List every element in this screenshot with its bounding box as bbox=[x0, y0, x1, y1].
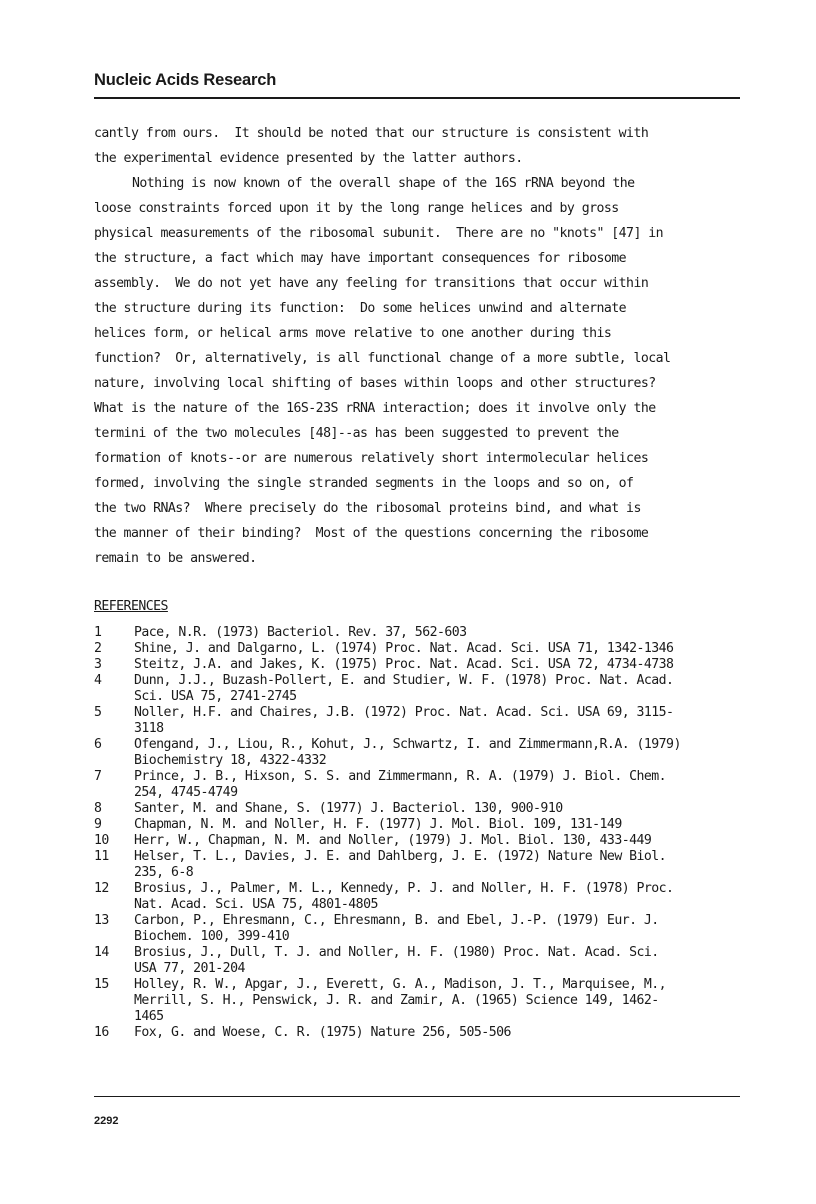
reference-text-line: USA 77, 201-204 bbox=[134, 961, 245, 976]
reference-text-line: 3118 bbox=[134, 721, 164, 736]
reference-text-line: Santer, M. and Shane, S. (1977) J. Bacteriol. 130, 900-910 bbox=[134, 801, 563, 816]
reference-number: 2 bbox=[94, 641, 102, 656]
reference-item bbox=[94, 977, 744, 1025]
reference-number: 7 bbox=[94, 769, 102, 784]
reference-text-line: Shine, J. and Dalgarno, L. (1974) Proc. Nat. Acad. Sci. USA 71, 1342-1346 bbox=[134, 641, 674, 656]
reference-number: 12 bbox=[94, 881, 109, 896]
header-rule bbox=[94, 97, 740, 99]
reference-number: 16 bbox=[94, 1025, 109, 1040]
body-line: the manner of their binding? Most of the questions concerning the ribosome bbox=[94, 526, 649, 541]
reference-text-line: Brosius, J., Palmer, M. L., Kennedy, P. J. and Noller, H. F. (1978) Proc. bbox=[134, 881, 674, 896]
reference-text-line: 1465 bbox=[134, 1009, 164, 1024]
journal-title: Nucleic Acids Research bbox=[94, 71, 277, 89]
reference-number: 14 bbox=[94, 945, 109, 960]
reference-item bbox=[94, 801, 744, 817]
reference-text-line: Biochem. 100, 399-410 bbox=[134, 929, 290, 944]
references-heading: REFERENCES bbox=[94, 599, 168, 614]
reference-text-line: Biochemistry 18, 4322-4332 bbox=[134, 753, 327, 768]
reference-item bbox=[94, 769, 744, 801]
body-line: the experimental evidence presented by the latter authors. bbox=[94, 151, 523, 166]
body-line: termini of the two molecules [48]--as has been suggested to prevent the bbox=[94, 426, 619, 441]
body-line: the structure, a fact which may have important consequences for ribosome bbox=[94, 251, 627, 266]
reference-number: 6 bbox=[94, 737, 102, 752]
reference-text-line: Ofengand, J., Liou, R., Kohut, J., Schwartz, I. and Zimmermann,R.A. (1979) bbox=[134, 737, 681, 752]
reference-number: 1 bbox=[94, 625, 102, 640]
reference-text-line: Holley, R. W., Apgar, J., Everett, G. A., Madison, J. T., Marquisee, M., bbox=[134, 977, 667, 992]
references-list bbox=[94, 625, 744, 1041]
reference-item bbox=[94, 641, 744, 657]
body-line: Nothing is now known of the overall shape of the 16S rRNA beyond the bbox=[132, 176, 635, 191]
reference-number: 11 bbox=[94, 849, 109, 864]
footer-rule bbox=[94, 1096, 740, 1097]
reference-number: 15 bbox=[94, 977, 109, 992]
reference-item bbox=[94, 817, 744, 833]
reference-item bbox=[94, 1025, 744, 1041]
body-line: remain to be answered. bbox=[94, 551, 257, 566]
reference-item bbox=[94, 945, 744, 977]
reference-item bbox=[94, 913, 744, 945]
body-text bbox=[94, 121, 740, 571]
reference-number: 3 bbox=[94, 657, 102, 672]
reference-text-line: Carbon, P., Ehresmann, C., Ehresmann, B. and Ebel, J.-P. (1979) Eur. J. bbox=[134, 913, 659, 928]
reference-text-line: 254, 4745-4749 bbox=[134, 785, 238, 800]
body-line: loose constraints forced upon it by the long range helices and by gross bbox=[94, 201, 619, 216]
body-line: What is the nature of the 16S-23S rRNA interaction; does it involve only the bbox=[94, 401, 656, 416]
reference-item bbox=[94, 833, 744, 849]
reference-item bbox=[94, 705, 744, 737]
reference-text-line: Pace, N.R. (1973) Bacteriol. Rev. 37, 562-603 bbox=[134, 625, 467, 640]
body-line: nature, involving local shifting of bases within loops and other structures? bbox=[94, 376, 656, 391]
reference-number: 8 bbox=[94, 801, 102, 816]
reference-number: 13 bbox=[94, 913, 109, 928]
reference-text-line: Sci. USA 75, 2741-2745 bbox=[134, 689, 297, 704]
body-line: formation of knots--or are numerous relatively short intermolecular helices bbox=[94, 451, 649, 466]
reference-item bbox=[94, 881, 744, 913]
reference-text-line: Prince, J. B., Hixson, S. S. and Zimmermann, R. A. (1979) J. Biol. Chem. bbox=[134, 769, 667, 784]
reference-number: 5 bbox=[94, 705, 102, 720]
reference-text-line: Nat. Acad. Sci. USA 75, 4801-4805 bbox=[134, 897, 378, 912]
reference-item bbox=[94, 673, 744, 705]
reference-text-line: Herr, W., Chapman, N. M. and Noller, (1979) J. Mol. Biol. 130, 433-449 bbox=[134, 833, 652, 848]
body-line: the two RNAs? Where precisely do the ribosomal proteins bind, and what is bbox=[94, 501, 641, 516]
reference-text-line: Noller, H.F. and Chaires, J.B. (1972) Proc. Nat. Acad. Sci. USA 69, 3115- bbox=[134, 705, 674, 720]
body-line: cantly from ours. It should be noted that our structure is consistent with bbox=[94, 126, 649, 141]
reference-number: 9 bbox=[94, 817, 102, 832]
reference-text-line: Steitz, J.A. and Jakes, K. (1975) Proc. Nat. Acad. Sci. USA 72, 4734-4738 bbox=[134, 657, 674, 672]
reference-number: 4 bbox=[94, 673, 102, 688]
reference-text-line: Dunn, J.J., Buzash-Pollert, E. and Studier, W. F. (1978) Proc. Nat. Acad. bbox=[134, 673, 674, 688]
body-line: the structure during its function: Do some helices unwind and alternate bbox=[94, 301, 627, 316]
body-line: assembly. We do not yet have any feeling for transitions that occur within bbox=[94, 276, 649, 291]
reference-item bbox=[94, 625, 744, 641]
body-line: function? Or, alternatively, is all functional change of a more subtle, local bbox=[94, 351, 671, 366]
page-number: 2292 bbox=[94, 1115, 119, 1127]
reference-text-line: Helser, T. L., Davies, J. E. and Dahlberg, J. E. (1972) Nature New Biol. bbox=[134, 849, 667, 864]
reference-item bbox=[94, 849, 744, 881]
reference-text-line: Brosius, J., Dull, T. J. and Noller, H. F. (1980) Proc. Nat. Acad. Sci. bbox=[134, 945, 659, 960]
reference-number: 10 bbox=[94, 833, 109, 848]
body-line: helices form, or helical arms move relative to one another during this bbox=[94, 326, 612, 341]
reference-item bbox=[94, 657, 744, 673]
reference-item bbox=[94, 737, 744, 769]
body-line: formed, involving the single stranded segments in the loops and so on, of bbox=[94, 476, 634, 491]
reference-text-line: Fox, G. and Woese, C. R. (1975) Nature 256, 505-506 bbox=[134, 1025, 511, 1040]
reference-text-line: Merrill, S. H., Penswick, J. R. and Zamir, A. (1965) Science 149, 1462- bbox=[134, 993, 659, 1008]
body-line: physical measurements of the ribosomal subunit. There are no "knots" [47] in bbox=[94, 226, 663, 241]
reference-text-line: 235, 6-8 bbox=[134, 865, 194, 880]
reference-text-line: Chapman, N. M. and Noller, H. F. (1977) J. Mol. Biol. 109, 131-149 bbox=[134, 817, 622, 832]
